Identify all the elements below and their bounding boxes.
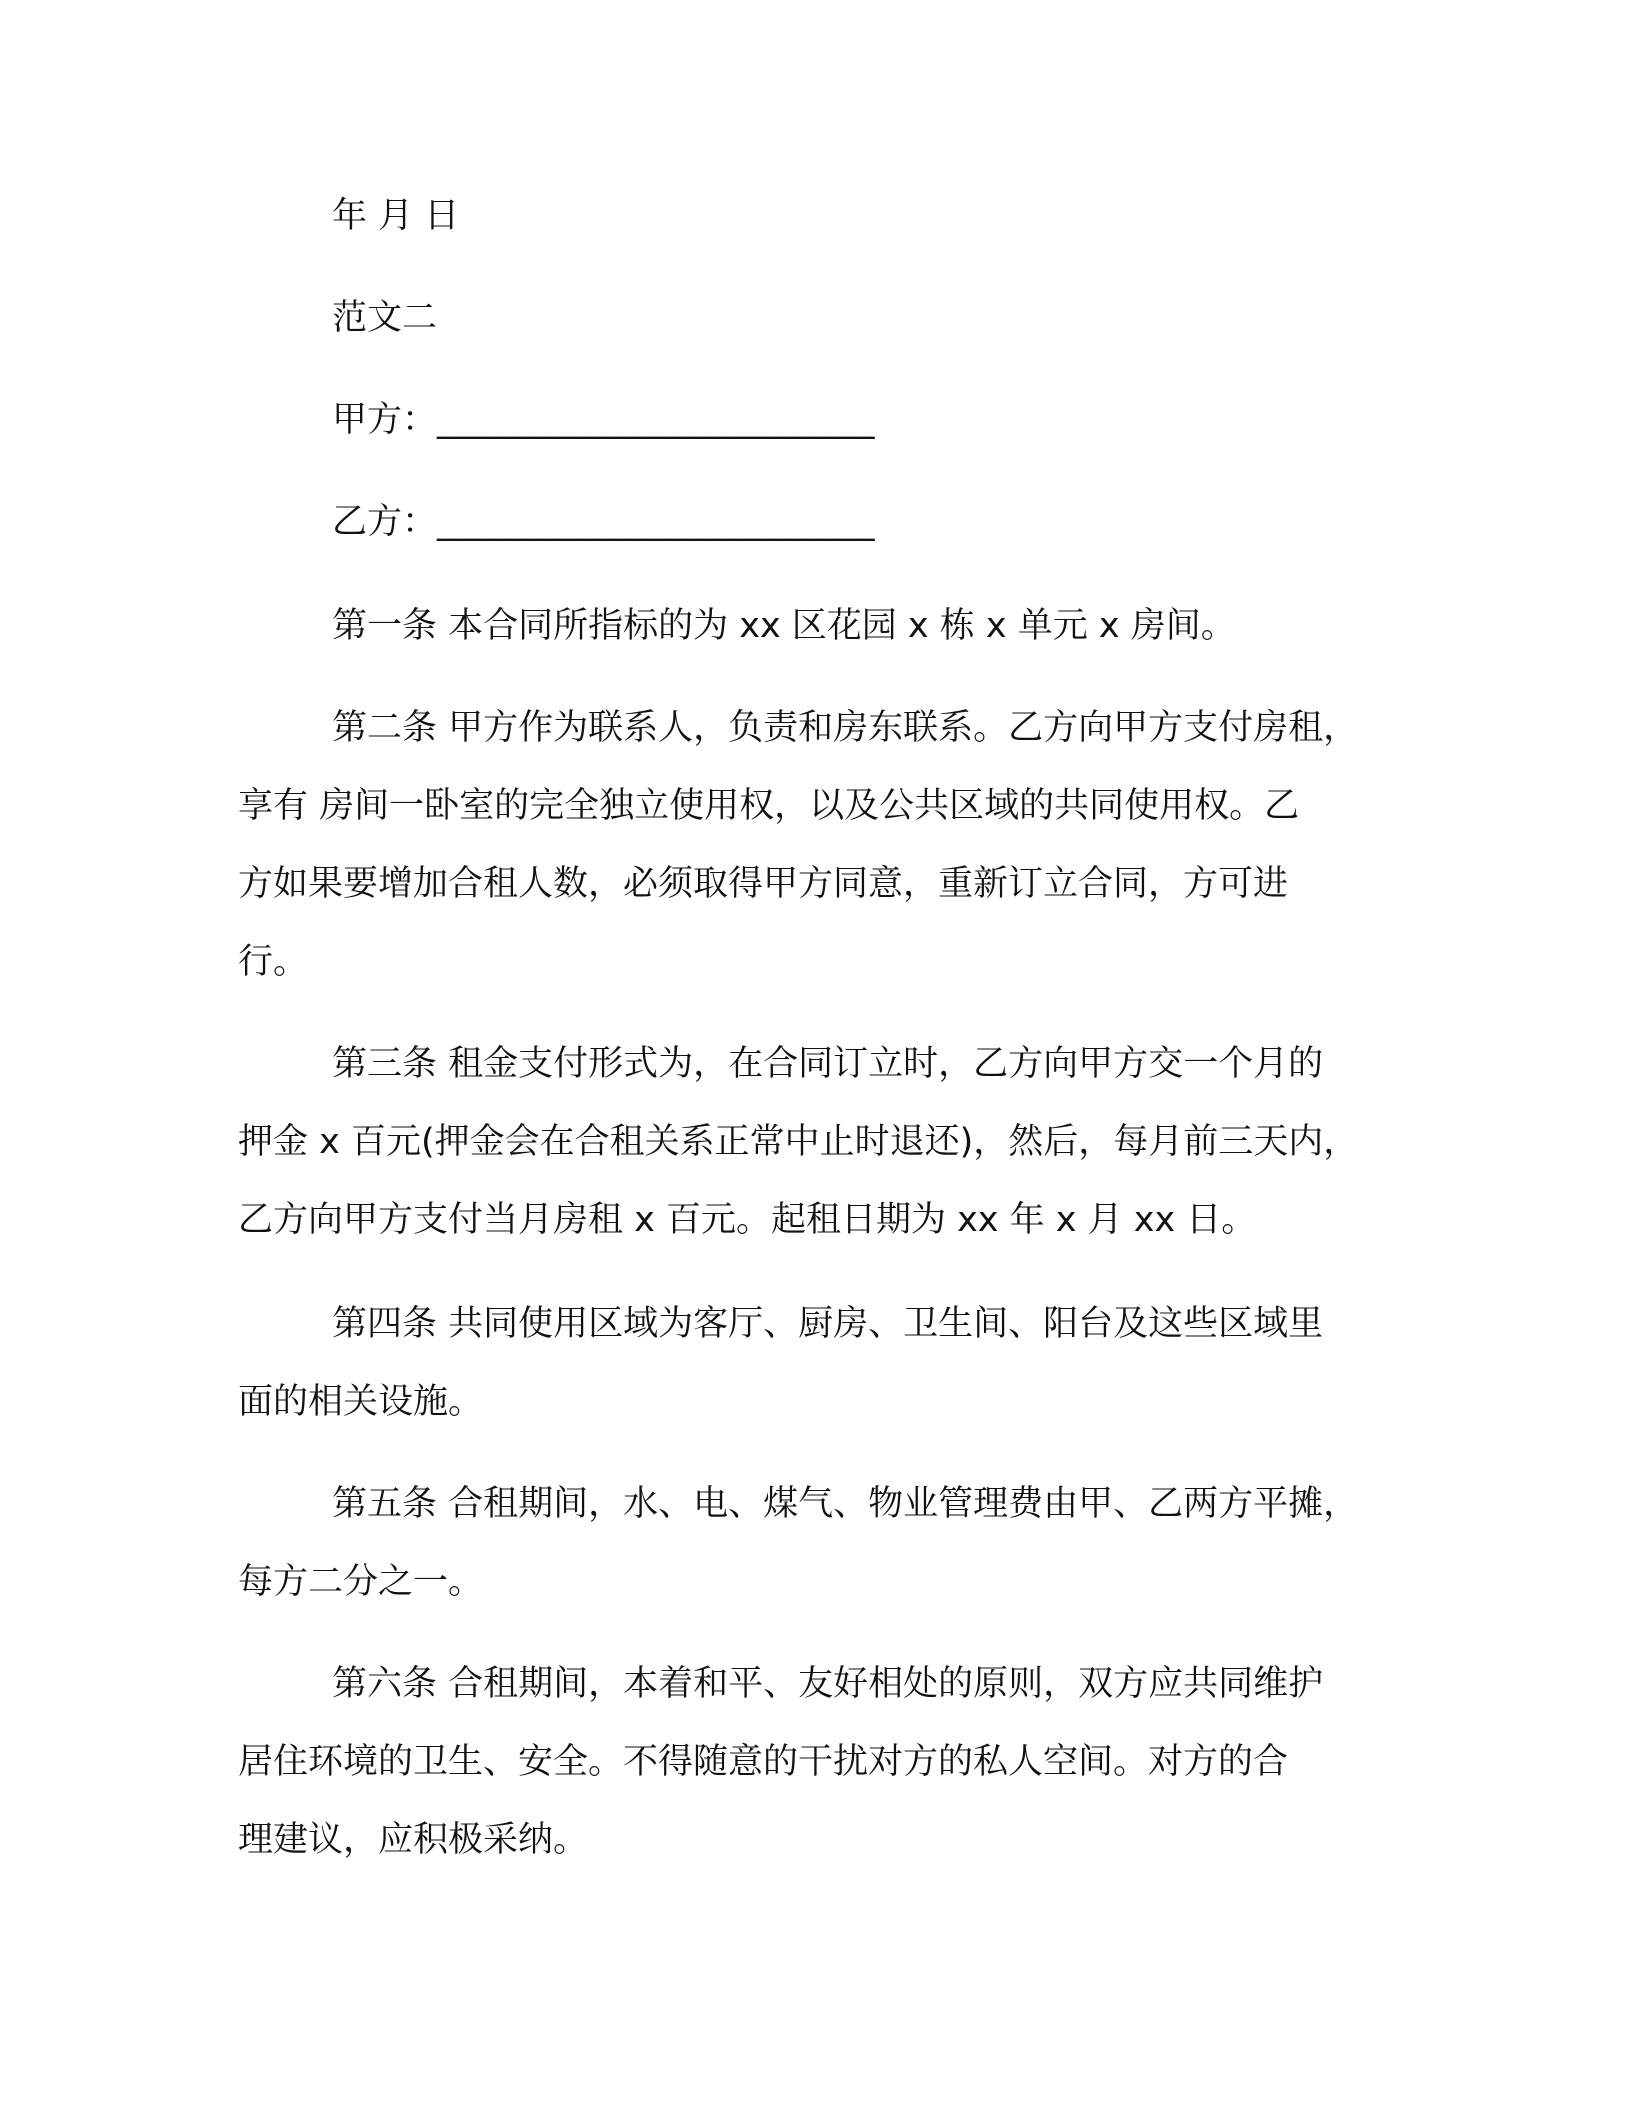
sample-heading: 范文二	[332, 298, 438, 338]
article-2-line: 享有 房间一卧室的完全独立使用权，以及公共区域的共同使用权。乙	[238, 786, 1300, 826]
article-3-line: 押金 x 百元(押金会在合租关系正常中止时退还)，然后，每月前三天内，	[238, 1122, 1359, 1162]
party-b-line: 乙方：_________________________	[332, 502, 875, 542]
article-2-line: 行。	[238, 942, 309, 982]
article-3-line: 乙方向甲方支付当月房租 x 百元。起租日期为 xx 年 x 月 xx 日。	[238, 1200, 1257, 1240]
article-1-line: 第一条 本合同所指标的为 xx 区花园 x 栋 x 单元 x 房间。	[332, 606, 1236, 646]
article-5-line: 第五条 合租期间，水、电、煤气、物业管理费由甲、乙两方平摊，	[332, 1484, 1359, 1524]
date-line: 年 月 日	[332, 196, 460, 236]
article-4-line: 第四条 共同使用区域为客厅、厨房、卫生间、阳台及这些区域里	[332, 1304, 1324, 1344]
article-6-line: 理建议，应积极采纳。	[238, 1820, 589, 1860]
article-2-line: 第二条 甲方作为联系人，负责和房东联系。乙方向甲方支付房租，	[332, 708, 1359, 748]
article-4-line: 面的相关设施。	[238, 1382, 484, 1422]
article-2-line: 方如果要增加合租人数，必须取得甲方同意，重新订立合同，方可进	[238, 864, 1289, 904]
article-3-line: 第三条 租金支付形式为，在合同订立时，乙方向甲方交一个月的	[332, 1044, 1324, 1084]
article-6-line: 居住环境的卫生、安全。不得随意的干扰对方的私人空间。对方的合	[238, 1742, 1289, 1782]
party-a-line: 甲方：_________________________	[332, 400, 875, 440]
article-6-line: 第六条 合租期间，本着和平、友好相处的原则，双方应共同维护	[332, 1664, 1324, 1704]
article-5-line: 每方二分之一。	[238, 1562, 484, 1602]
